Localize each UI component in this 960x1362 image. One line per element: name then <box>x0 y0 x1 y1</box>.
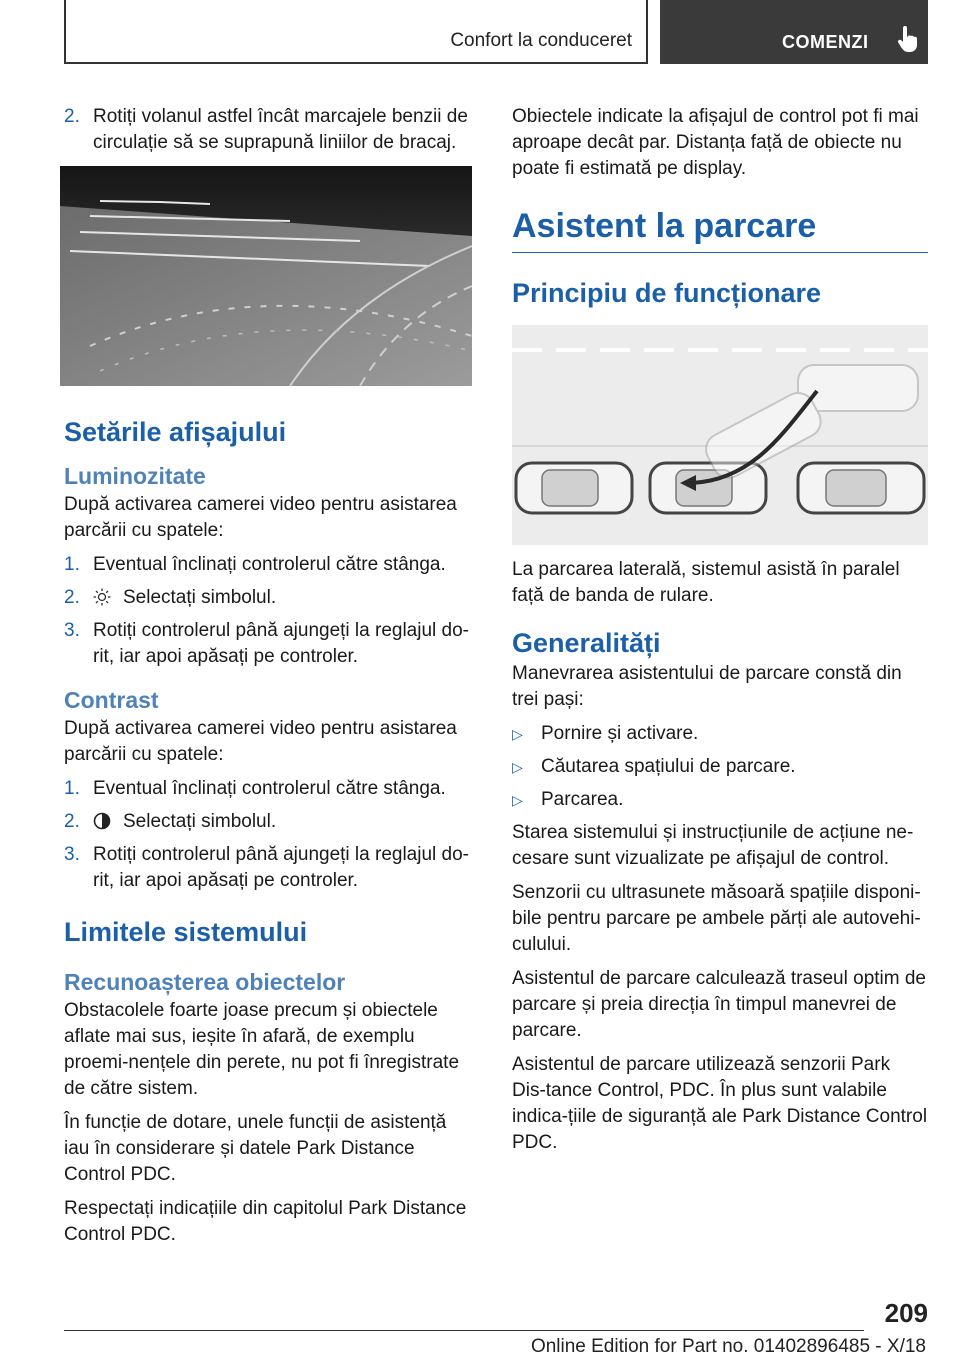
parked-car-middle <box>650 463 766 513</box>
bullet-triangle-icon: ▷ <box>512 792 523 808</box>
heading-general: Generalități <box>512 628 661 658</box>
step-text: Eventual înclinați controlerul către stânga. <box>93 554 446 575</box>
brightness-intro: După activarea camerei video pentru asistarea parcării cu spatele: <box>64 494 457 541</box>
step-number: 2. <box>64 106 80 127</box>
heading-object-recognition: Recunoașterea obiectelor <box>64 969 346 995</box>
bullet-triangle-icon: ▷ <box>512 726 523 742</box>
step-text: Rotiți controlerul până ajungeți la reglajul do-rit, iar apoi apăsați pe controler. <box>93 620 470 667</box>
left-column <box>64 104 476 1256</box>
heading-principle: Principiu de funcționare <box>512 278 822 308</box>
camera-view-image <box>60 166 472 386</box>
header-section-box <box>64 0 648 64</box>
parking-diagram-image <box>512 325 928 545</box>
paragraph: Respectați indicațiile din capitolul Park Distance Control PDC. <box>64 1198 467 1245</box>
step-number: 2. <box>64 811 80 832</box>
list-item <box>512 754 928 780</box>
step-number: 1. <box>64 554 80 575</box>
bullet-triangle-icon: ▷ <box>512 759 523 775</box>
paragraph: În funcție de dotare, unele funcții de asistență iau în considerare și datele Park Distance Control PDC. <box>64 1112 447 1185</box>
header-chapter-tab[interactable] <box>660 0 928 64</box>
footer-edition: Online Edition for Part no. 01402896485 - X/18 <box>530 1336 926 1357</box>
step-number: 3. <box>64 620 80 641</box>
bullet-text: Pornire și activare. <box>541 723 699 744</box>
heading-system-limits: Limitele sistemului <box>64 917 308 947</box>
page-number: 209 <box>884 1298 928 1328</box>
list-item <box>64 104 476 156</box>
list-item <box>64 776 476 802</box>
list-item <box>64 809 476 835</box>
list-item <box>64 585 476 611</box>
paragraph: Obiectele indicate la afișajul de control pot fi mai aproape decât par. Distanța față de obiecte nu poate fi estimată pe display. <box>512 106 919 179</box>
list-item <box>64 842 476 894</box>
paragraph: Obstacolele foarte joase precum și obiectele aflate mai sus, ieșite în afară, de exemplu proemi-nențele din perete, nu pot fi înregistrate de către sistem. <box>64 1000 460 1099</box>
heading-rule <box>512 252 928 253</box>
footer-divider <box>64 1330 864 1331</box>
parked-car-left <box>516 463 632 513</box>
step-text: Rotiți volanul astfel încât marcajele benzii de circulație să se suprapună liniilor de bracaj. <box>93 106 468 153</box>
list-item <box>64 552 476 578</box>
contrast-icon <box>93 812 111 830</box>
general-intro: Manevrarea asistentului de parcare constă din trei pași: <box>512 663 902 710</box>
list-item <box>64 618 476 670</box>
step-text: Rotiți controlerul până ajungeți la reglajul do-rit, iar apoi apăsați pe controler. <box>93 844 470 891</box>
heading-parking-assistant: Asistent la parcare <box>512 207 817 245</box>
step-text: Selectați simbolul. <box>123 587 277 608</box>
step-text: Eventual înclinați controlerul către stânga. <box>93 778 446 799</box>
step-number: 2. <box>64 587 80 608</box>
heading-brightness: Luminozitate <box>64 463 206 489</box>
heading-contrast: Contrast <box>64 687 159 713</box>
step-text: Selectați simbolul. <box>123 811 277 832</box>
paragraph: Starea sistemului și instrucțiunile de acțiune ne-cesare sunt vizualizate pe afișajul de control. <box>512 822 914 869</box>
step-number: 3. <box>64 844 80 865</box>
contrast-intro: După activarea camerei video pentru asistarea parcării cu spatele: <box>64 718 457 765</box>
bullet-text: Parcarea. <box>541 789 624 810</box>
parked-car-right <box>798 463 924 513</box>
pointing-hand-icon <box>896 26 918 52</box>
right-column <box>512 104 928 1164</box>
header-section-title: Confort la conduceret <box>450 30 632 51</box>
heading-display-settings: Setările afișajului <box>64 417 287 447</box>
bullet-text: Căutarea spațiului de parcare. <box>541 756 796 777</box>
paragraph: Asistentul de parcare calculează traseul optim de parcare și preia direcția în timpul manevrei de parcare. <box>512 968 927 1041</box>
paragraph: Senzorii cu ultrasunete măsoară spațiile disponi-bile pentru parcare pe ambele părți ale autovehi-culului. <box>512 882 921 955</box>
image-caption: La parcarea laterală, sistemul asistă în paralel față de banda de rulare. <box>512 559 900 606</box>
list-item <box>512 721 928 747</box>
sun-icon <box>93 588 111 606</box>
list-item <box>512 787 928 813</box>
paragraph: Asistentul de parcare utilizează senzorii Park Dis-tance Control, PDC. În plus sunt valabile indica-țiile de siguranță ale Park Distance Control PDC. <box>512 1054 928 1153</box>
header-chapter-title: COMENZI <box>782 32 869 52</box>
step-number: 1. <box>64 778 80 799</box>
